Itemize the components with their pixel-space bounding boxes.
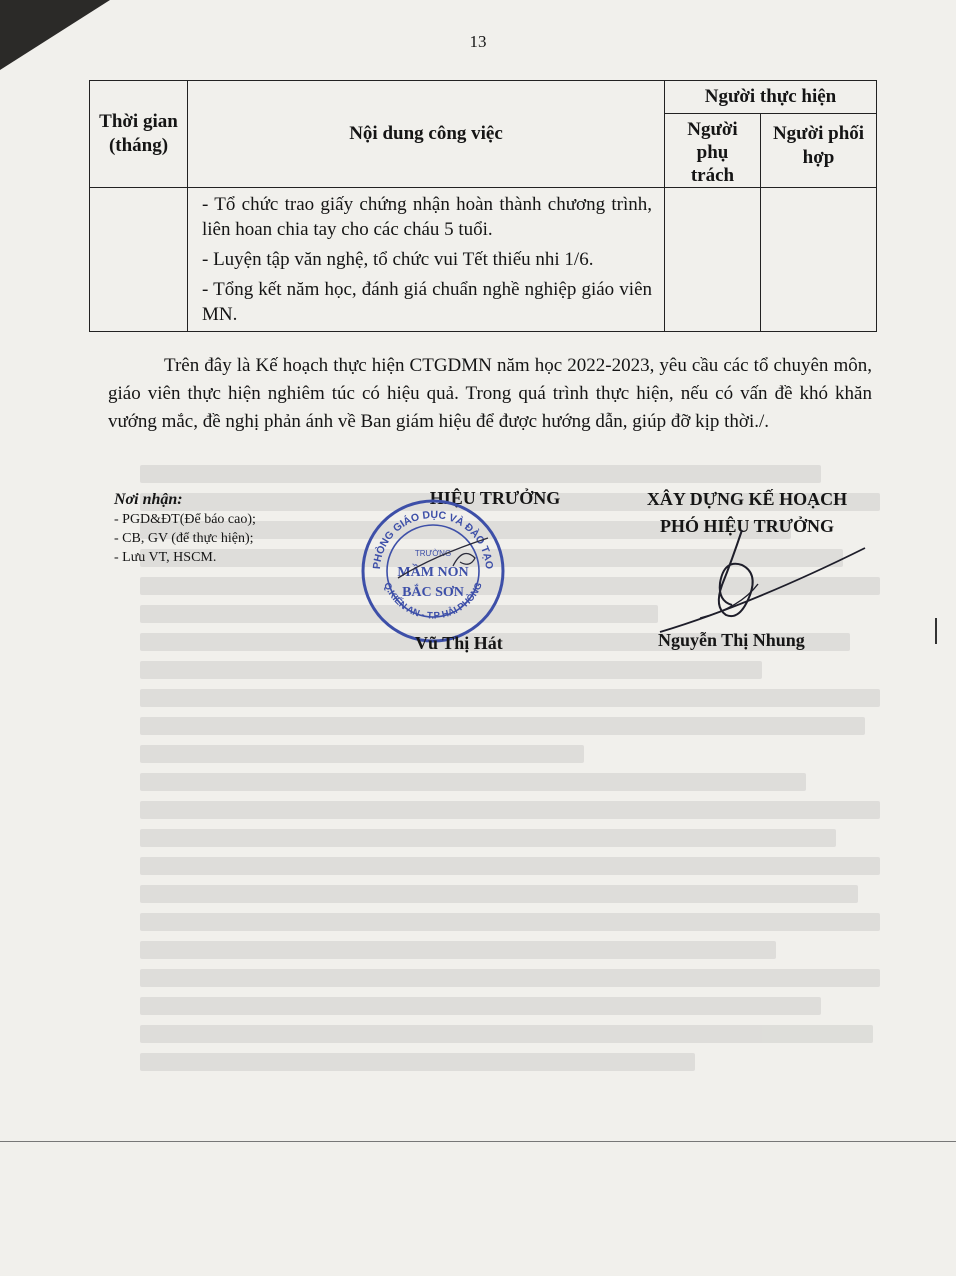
closing-paragraph: Trên đây là Kế hoạch thực hiện CTGDMN năm học 2022-2023, yêu cầu các tổ chuyên môn, giáo viên thực hiện nghiêm túc có hiệu quả. Trong quá trình thực hiện, nếu có vấn đề khó khăn vướng mắc, đề nghị phản ánh về Ban giám hiệu để được hướng dẫn, giúp đỡ kịp thời./. [108,355,872,432]
recipient-item: - Lưu VT, HSCM. [114,550,217,565]
edge-mark [935,618,937,644]
cell-time [90,188,188,332]
drafter-title-line1: XÂY DỰNG KẾ HOẠCH [646,489,848,509]
header-responsible-line2: phụ [696,142,729,163]
cell-content [188,188,665,332]
page-number: 13 [469,32,487,51]
bottom-fold-line [0,1141,956,1142]
recipients-title: Nơi nhận: [114,491,183,508]
header-time-line1: Thời gian [99,111,178,132]
table-row [90,188,877,332]
principal-title: HIỆU TRƯỞNG [429,488,561,508]
header-coordinate-line2: hợp [802,147,835,168]
stamp-center-line2: BẮC SƠN [402,585,464,600]
stamp-bottom-text: Q.KIẾN AN - T.P HẢI PHÒNG [381,580,485,622]
header-content: Nội dung công việc [188,81,665,188]
plan-table [89,80,877,332]
header-responsible-line1: Người [687,119,738,140]
content-item: - Luyện tập văn nghệ, tổ chức vui Tết thiếu nhi 1/6. [202,249,594,270]
recipient-item: - PGD&ĐT(Để báo cao); [114,512,256,527]
header-time [90,81,188,188]
cell-responsible [665,188,761,332]
drafter-title-line2: PHÓ HIỆU TRƯỞNG [659,516,834,536]
recipients-block [114,490,256,567]
header-responsible-line3: trách [690,165,735,186]
drafter-signature [640,520,870,640]
header-coordinate [761,114,877,188]
stamp-center-line1: MẦM NON [397,565,469,580]
drafter-name: Nguyễn Thị Nhung [658,630,805,650]
stamp-ring-text: PHÒNG GIÁO DỤC VÀ ĐÀO TẠO [370,508,496,570]
header-responsible [665,114,761,188]
recipient-item: - CB, GV (để thực hiện); [114,531,254,546]
content-item: - Tổng kết năm học, đánh giá chuẩn nghề nghiệp giáo viên MN. [202,279,652,325]
header-people: Người thực hiện [665,81,877,114]
principal-name: Vũ Thị Hát [415,633,503,653]
stamp-center-small: TRƯỜNG [414,549,452,558]
content-item: - Tổ chức trao giấy chứng nhận hoàn thành chương trình, liên hoan chia tay cho các cháu 5 tuổi. [202,194,652,240]
header-time-line2: (tháng) [108,135,169,156]
cell-coordinate [761,188,877,332]
official-stamp-seal [358,496,508,646]
header-coordinate-line1: Người phối [772,123,865,144]
